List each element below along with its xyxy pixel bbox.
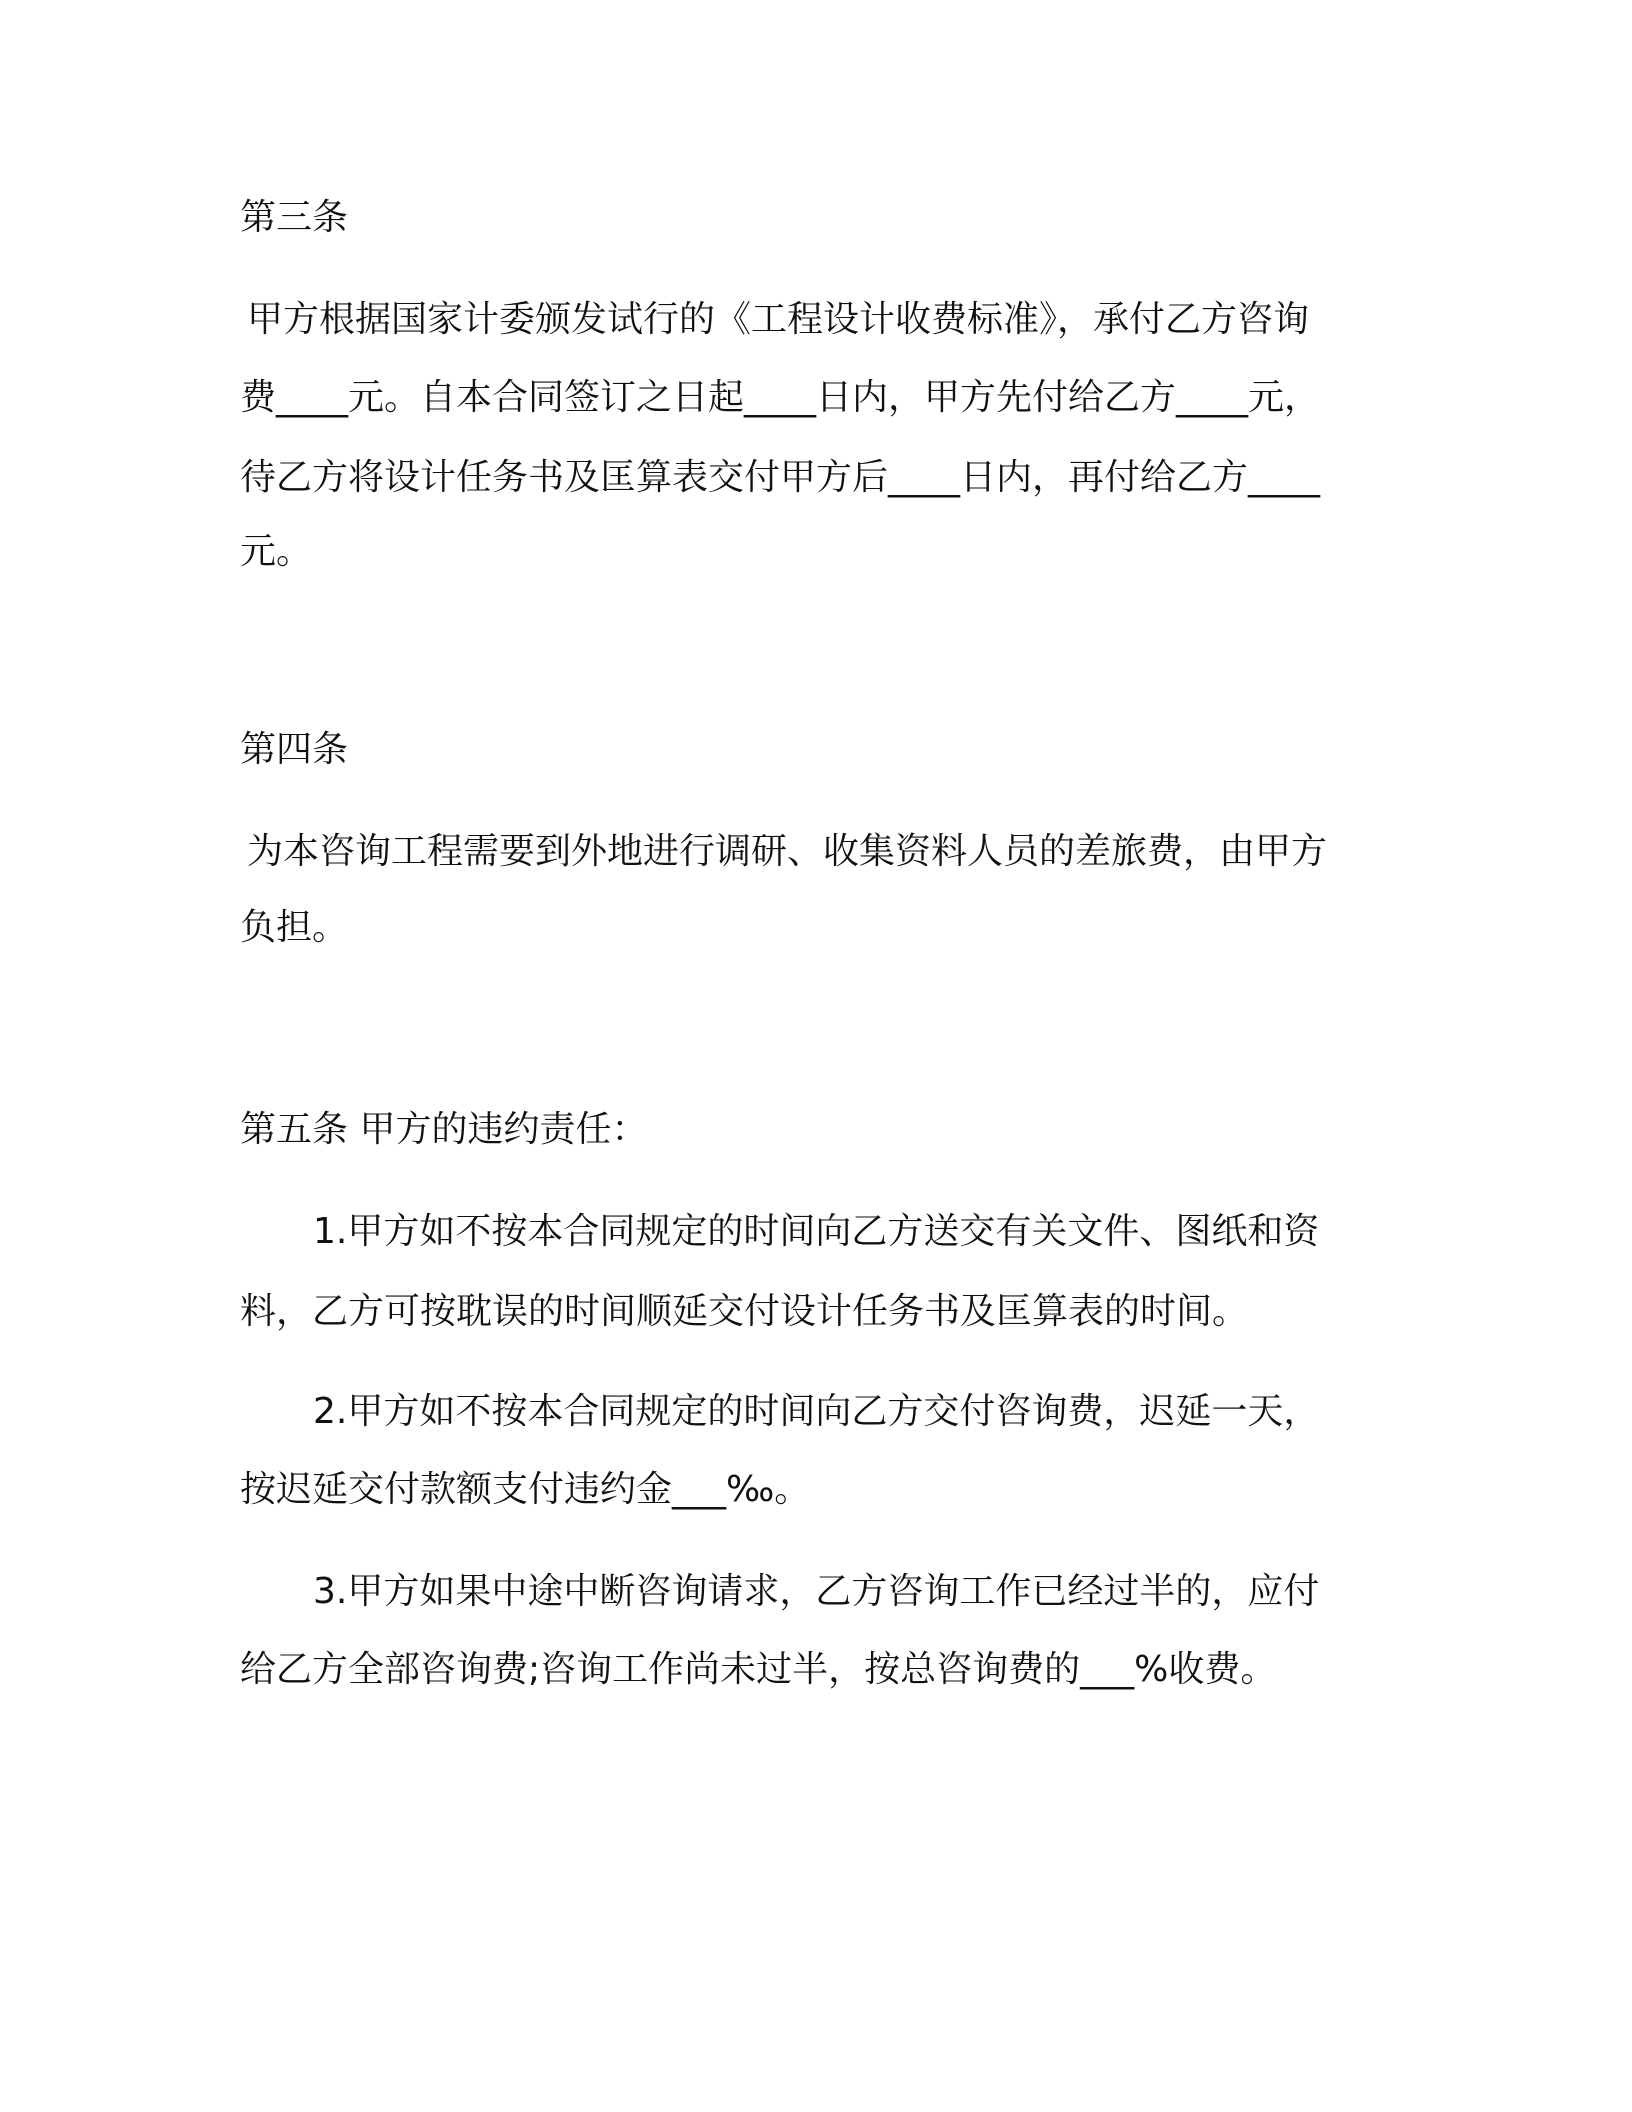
article5-item3-line-2: 给乙方全部咨询费;咨询工作尚未过半，按总咨询费的___%收费。 (240, 1649, 1277, 1690)
article4-line-2: 负担。 (240, 907, 349, 948)
article5-item2-line-1: 2.甲方如不按本合同规定的时间向乙方交付咨询费，迟延一天， (313, 1391, 1320, 1432)
article5-item3-line-1: 3.甲方如果中途中断咨询请求，乙方咨询工作已经过半的，应付 (313, 1571, 1320, 1612)
article3-line-3: 待乙方将设计任务书及匡算表交付甲方后____日内，再付给乙方____ (240, 457, 1321, 498)
article5-item2-line-2: 按迟延交付款额支付违约金___‰。 (240, 1469, 811, 1510)
article4-line-1: 为本咨询工程需要到外地进行调研、收集资料人员的差旅费，由甲方 (247, 831, 1328, 872)
article3-line-1: 甲方根据国家计委颁发试行的《工程设计收费标准》，承付乙方咨询 (247, 299, 1310, 340)
article5-heading: 第五条 甲方的违约责任： (240, 1109, 648, 1150)
article3-line-4: 元。 (240, 531, 313, 572)
article5-item1-line-2: 料，乙方可按耽误的时间顺延交付设计任务书及匡算表的时间。 (240, 1291, 1249, 1332)
article3-heading: 第三条 (240, 197, 349, 238)
article3-line-2: 费____元。自本合同签订之日起____日内，甲方先付给乙方____元， (240, 377, 1321, 418)
article5-item1-line-1: 1.甲方如不按本合同规定的时间向乙方送交有关文件、图纸和资 (313, 1211, 1320, 1252)
article4-heading: 第四条 (240, 729, 349, 770)
